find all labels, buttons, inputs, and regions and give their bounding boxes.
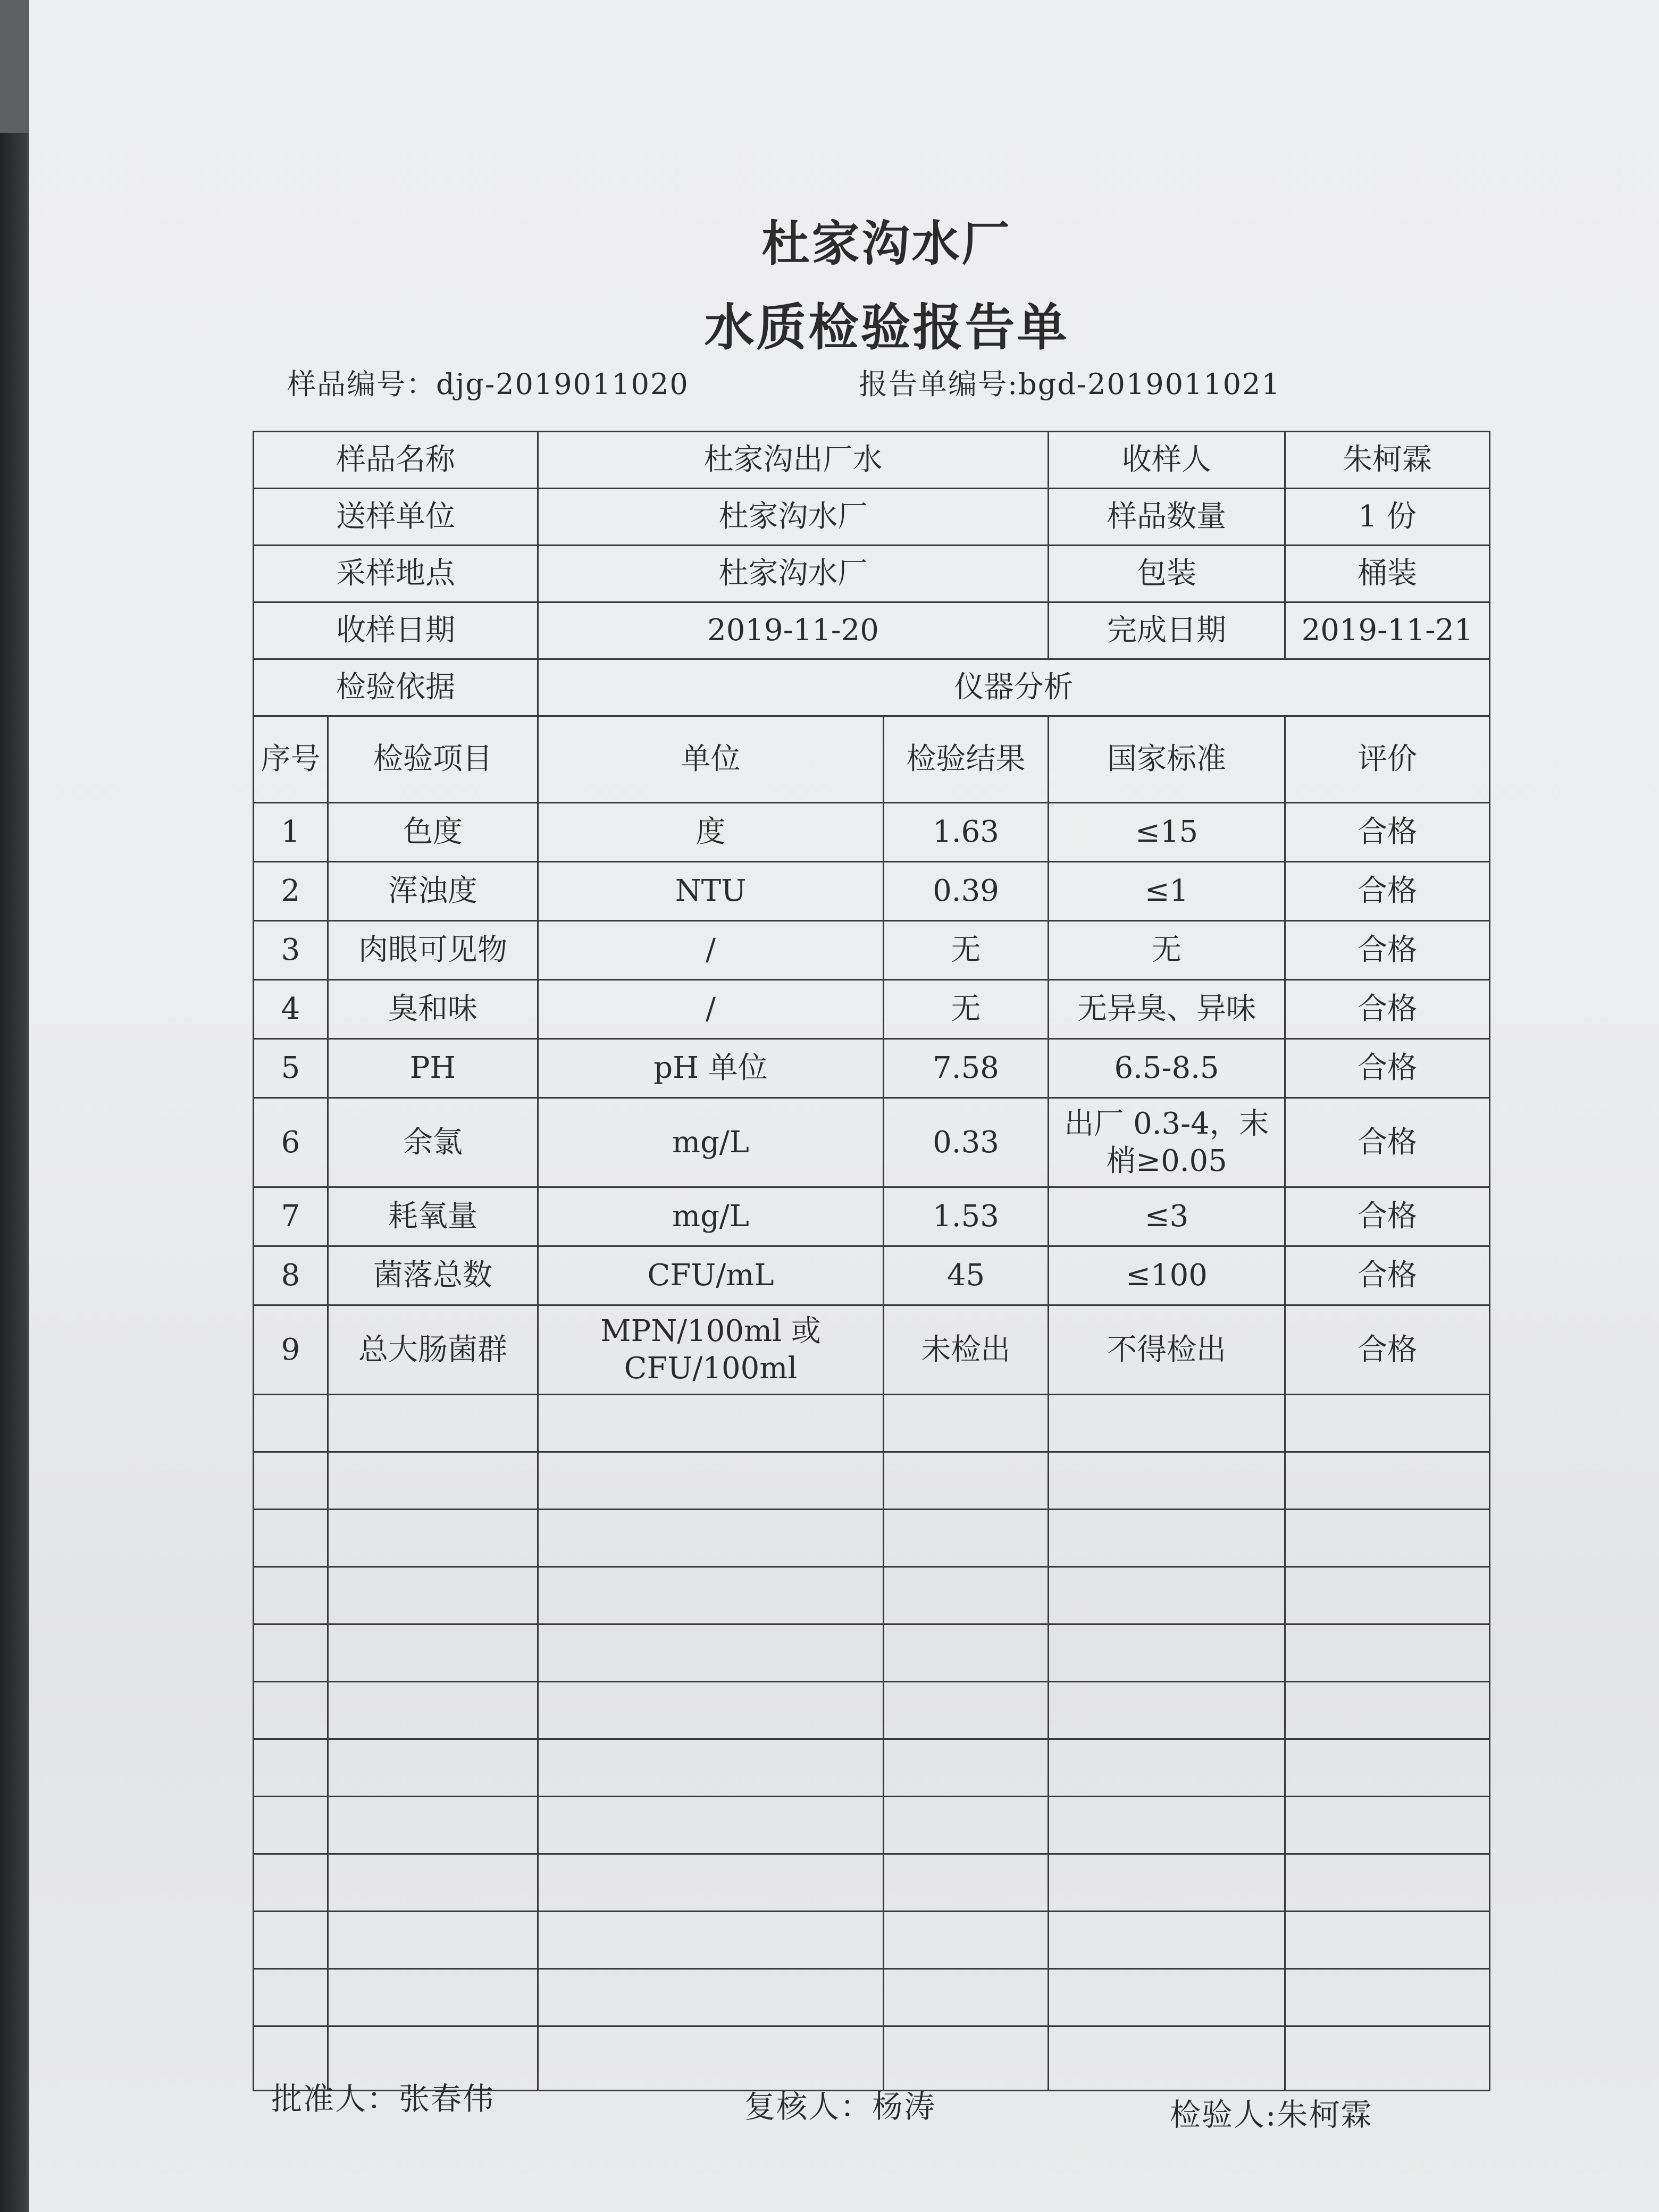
org-name: 杜家沟水厂 bbox=[761, 215, 1012, 272]
blank-row bbox=[254, 1682, 1490, 1739]
blank-row bbox=[254, 1854, 1490, 1912]
row-item: 臭和味 bbox=[328, 980, 538, 1039]
row-item: 余氯 bbox=[328, 1098, 538, 1187]
row-standard: 无 bbox=[1049, 921, 1285, 980]
row-standard: ≤3 bbox=[1049, 1187, 1285, 1246]
info-row-location bbox=[254, 546, 1490, 602]
blank-row bbox=[254, 1624, 1490, 1682]
receive-date-label: 收样日期 bbox=[254, 602, 538, 659]
row-standard: 无异臭、异味 bbox=[1049, 980, 1285, 1039]
table-row bbox=[254, 1098, 1490, 1187]
receive-date-value: 2019-11-20 bbox=[538, 602, 1049, 659]
table-row bbox=[254, 1305, 1490, 1395]
row-standard: 出厂 0.3-4，末梢≥0.05 bbox=[1049, 1098, 1285, 1187]
reviewer-signature: 复核人：杨涛 bbox=[744, 2089, 936, 2125]
row-unit: mg/L bbox=[538, 1098, 884, 1187]
location-value: 杜家沟水厂 bbox=[538, 546, 1049, 602]
row-unit: NTU bbox=[538, 862, 884, 921]
row-seq: 8 bbox=[254, 1246, 328, 1305]
row-item: 色度 bbox=[328, 803, 538, 862]
table-row bbox=[254, 1246, 1490, 1305]
row-evaluation: 合格 bbox=[1285, 803, 1490, 862]
row-seq: 9 bbox=[254, 1305, 328, 1395]
blank-row bbox=[254, 1912, 1490, 1969]
row-seq: 6 bbox=[254, 1098, 328, 1187]
package-value: 桶装 bbox=[1285, 546, 1490, 602]
row-evaluation: 合格 bbox=[1285, 1246, 1490, 1305]
blank-row bbox=[254, 1969, 1490, 2026]
row-item: 耗氧量 bbox=[328, 1187, 538, 1246]
row-result: 1.53 bbox=[884, 1187, 1049, 1246]
row-standard: ≤1 bbox=[1049, 862, 1285, 921]
row-result: 无 bbox=[884, 980, 1049, 1039]
row-seq: 1 bbox=[254, 803, 328, 862]
sample-name-value: 杜家沟出厂水 bbox=[538, 432, 1049, 489]
row-unit: 度 bbox=[538, 803, 884, 862]
row-standard: 不得检出 bbox=[1049, 1305, 1285, 1395]
row-unit: CFU/mL bbox=[538, 1246, 884, 1305]
row-evaluation: 合格 bbox=[1285, 1039, 1490, 1098]
row-unit: / bbox=[538, 980, 884, 1039]
approver-signature: 批准人：张春伟 bbox=[271, 2081, 495, 2117]
column-header-row bbox=[254, 716, 1490, 803]
row-result: 1.63 bbox=[884, 803, 1049, 862]
info-row-sample bbox=[254, 432, 1490, 489]
table-row bbox=[254, 980, 1490, 1039]
sample-number: 样品编号：djg-2019011020 bbox=[287, 367, 689, 401]
table-row bbox=[254, 1039, 1490, 1098]
row-seq: 5 bbox=[254, 1039, 328, 1098]
finish-date-value: 2019-11-21 bbox=[1285, 602, 1490, 659]
package-label: 包装 bbox=[1049, 546, 1285, 602]
blank-row bbox=[254, 1567, 1490, 1624]
row-item: 菌落总数 bbox=[328, 1246, 538, 1305]
row-seq: 2 bbox=[254, 862, 328, 921]
row-evaluation: 合格 bbox=[1285, 1187, 1490, 1246]
col-evaluation: 评价 bbox=[1285, 716, 1490, 803]
row-result: 45 bbox=[884, 1246, 1049, 1305]
blank-row bbox=[254, 1797, 1490, 1854]
row-evaluation: 合格 bbox=[1285, 1098, 1490, 1187]
basis-label: 检验依据 bbox=[254, 659, 538, 716]
row-standard: 6.5-8.5 bbox=[1049, 1039, 1285, 1098]
row-unit: pH 单位 bbox=[538, 1039, 884, 1098]
row-result: 7.58 bbox=[884, 1039, 1049, 1098]
row-unit: / bbox=[538, 921, 884, 980]
row-evaluation: 合格 bbox=[1285, 1305, 1490, 1395]
inspection-table bbox=[253, 431, 1490, 2091]
sender-value: 杜家沟水厂 bbox=[538, 489, 1049, 546]
table-row bbox=[254, 921, 1490, 980]
table-row bbox=[254, 803, 1490, 862]
row-result: 0.39 bbox=[884, 862, 1049, 921]
row-evaluation: 合格 bbox=[1285, 921, 1490, 980]
inspector-signature: 检验人:朱柯霖 bbox=[1170, 2097, 1373, 2133]
blank-row bbox=[254, 1395, 1490, 1452]
col-result: 检验结果 bbox=[884, 716, 1049, 803]
row-unit: mg/L bbox=[538, 1187, 884, 1246]
row-item: 总大肠菌群 bbox=[328, 1305, 538, 1395]
row-standard: ≤15 bbox=[1049, 803, 1285, 862]
row-result: 无 bbox=[884, 921, 1049, 980]
info-row-dates bbox=[254, 602, 1490, 659]
blank-row bbox=[254, 1510, 1490, 1567]
basis-value: 仪器分析 bbox=[538, 659, 1490, 716]
table-row bbox=[254, 1187, 1490, 1246]
info-row-basis bbox=[254, 659, 1490, 716]
receiver-value: 朱柯霖 bbox=[1285, 432, 1490, 489]
row-item: 肉眼可见物 bbox=[328, 921, 538, 980]
blank-row bbox=[254, 1452, 1490, 1510]
location-label: 采样地点 bbox=[254, 546, 538, 602]
finish-date-label: 完成日期 bbox=[1049, 602, 1285, 659]
report-number: 报告单编号:bgd-2019011021 bbox=[859, 367, 1281, 401]
quantity-value: 1 份 bbox=[1285, 489, 1490, 546]
quantity-label: 样品数量 bbox=[1049, 489, 1285, 546]
row-standard: ≤100 bbox=[1049, 1246, 1285, 1305]
col-unit: 单位 bbox=[538, 716, 884, 803]
blank-row bbox=[254, 1739, 1490, 1797]
info-row-sender bbox=[254, 489, 1490, 546]
col-seq: 序号 bbox=[254, 716, 328, 803]
sample-name-label: 样品名称 bbox=[254, 432, 538, 489]
row-evaluation: 合格 bbox=[1285, 862, 1490, 921]
col-standard: 国家标准 bbox=[1049, 716, 1285, 803]
table-row bbox=[254, 862, 1490, 921]
row-seq: 4 bbox=[254, 980, 328, 1039]
report-title: 水质检验报告单 bbox=[704, 298, 1069, 357]
row-evaluation: 合格 bbox=[1285, 980, 1490, 1039]
receiver-label: 收样人 bbox=[1049, 432, 1285, 489]
row-result: 未检出 bbox=[884, 1305, 1049, 1395]
row-unit: MPN/100ml 或 CFU/100ml bbox=[538, 1305, 884, 1395]
sender-label: 送样单位 bbox=[254, 489, 538, 546]
row-result: 0.33 bbox=[884, 1098, 1049, 1187]
row-item: 浑浊度 bbox=[328, 862, 538, 921]
row-item: PH bbox=[328, 1039, 538, 1098]
row-seq: 3 bbox=[254, 921, 328, 980]
row-seq: 7 bbox=[254, 1187, 328, 1246]
col-item: 检验项目 bbox=[328, 716, 538, 803]
